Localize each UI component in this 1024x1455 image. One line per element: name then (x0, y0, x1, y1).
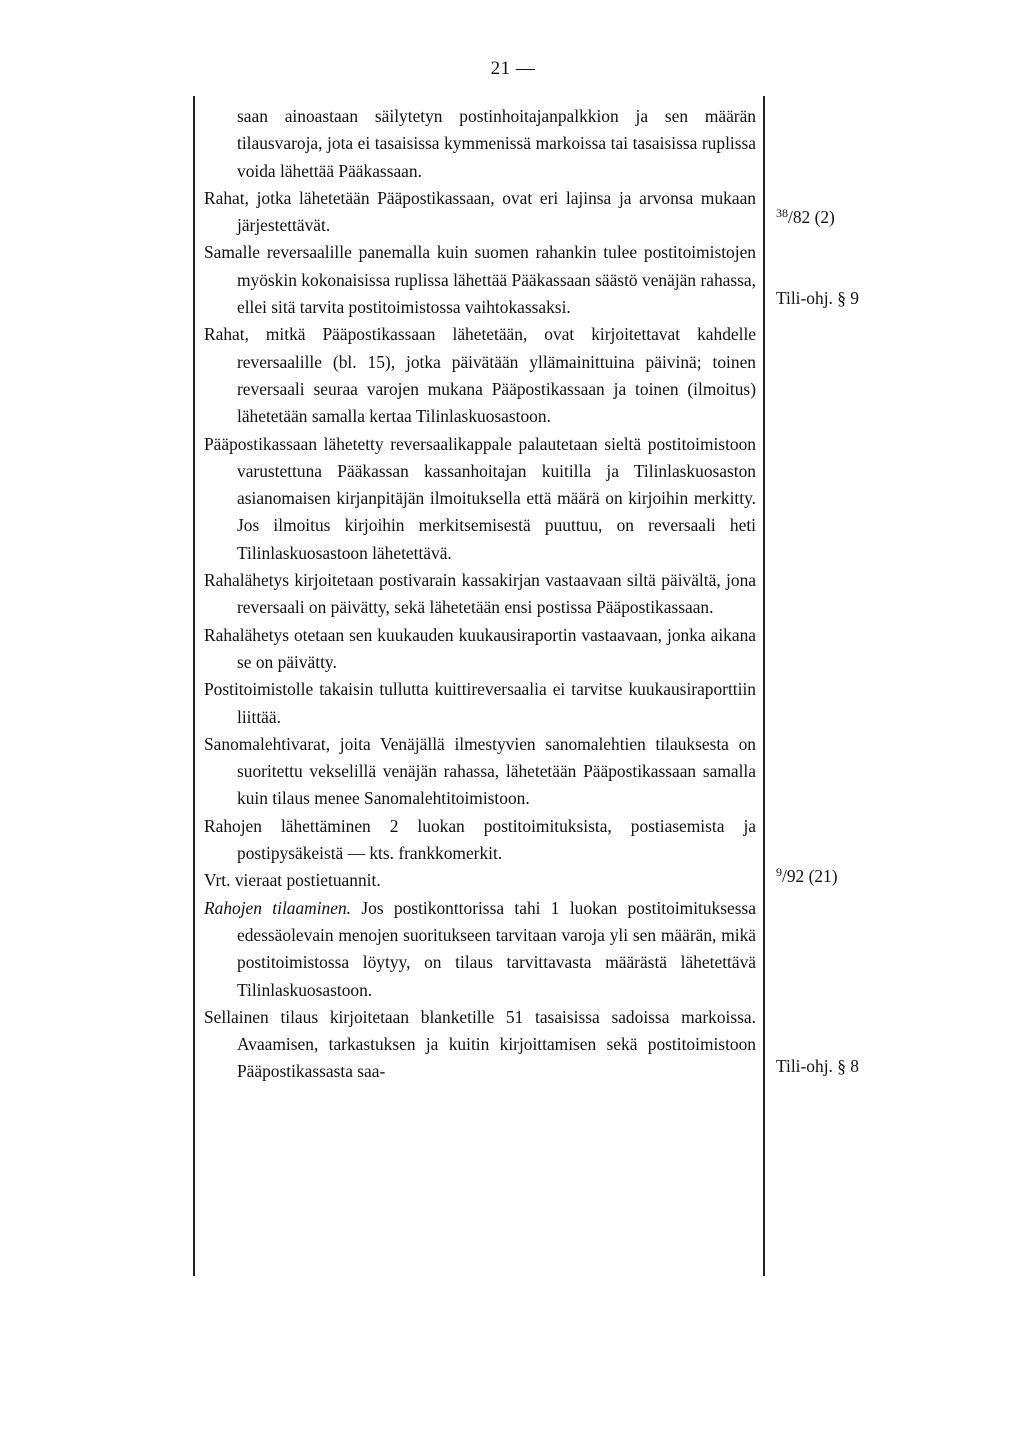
paragraph: Sellainen tilaus kirjoitetaan blanketille 51 tasaisissa sadoissa markoissa. Avaamisen, tarkastuksen ja kuitin kirjoittamisen sekä postitoimistoon Pääpostikassasta saa- (204, 1006, 756, 1082)
paragraph: Postitoimistolle takaisin tullutta kuittireversaalia ei tarvitse kuukausiraporttiin liittää. (204, 679, 756, 727)
paragraph-rahojen-tilaaminen (204, 895, 756, 1004)
paragraph: Samalle reversaalille panemalla kuin suomen rahankin tulee postitoimistojen myöskin kokonaisissa ruplissa lähettää Pääkassaan säästö venäjän rahassa, ellei sitä tarvita postitoimistossa vaihtokassaksi. (204, 242, 756, 318)
right-column-rule (763, 96, 765, 1276)
margin-note-text: /92 (21) (782, 866, 838, 886)
margin-note-sup: 9 (776, 865, 782, 879)
paragraph: Vrt. vieraat postietuannit. (204, 870, 381, 891)
paragraph: saan ainoastaan säilytetyn postinhoitajanpalkkion ja sen määrän tilausvaroja, jota ei tasaisissa kymmenissä markoissa tai tasaisissa ruplissa voida lähettää Pääkassaan. (237, 106, 756, 181)
paragraph: Rahojen lähettäminen 2 luokan postitoimituksista, postiasemista ja postipysäkeistä — kts. frankkomerkit. (204, 815, 756, 864)
margin-note-sup: 38 (776, 206, 788, 220)
paragraph-text: Jos postikonttorissa tahi 1 luokan postitoimituksessa edessäolevain menojen suoritukseen tarvitaan varoja yli sen määrän, mikä postitoimistossa löytyy, on tilaus tarvittavasta määrästä lähetettävä Tilinlaskuosastoon. (237, 897, 756, 1000)
paragraph: Rahat, jotka lähetetään Pääpostikassaan, ovat eri lajinsa ja arvonsa mukaan järjestettävät. (204, 187, 756, 236)
body-text (204, 103, 756, 1086)
paragraph: Rahalähetys kirjoitetaan postivarain kassakirjan vastaavaan siltä päivältä, jona reversaali on päivätty, sekä lähetetään ensi postissa Pääpostikassaan. (204, 570, 756, 618)
paragraph: Rahat, mitkä Pääpostikassaan lähetetään, ovat kirjoitettavat kahdelle reversaalille (bl. 15), jotka päivätään yllämainittuina päivinä; toinen reversaali seuraa varojen mukana Pääpostikassaan ja toinen (ilmoitus) lähetetään samalla kertaa Tilinlaskuosastoon. (204, 324, 756, 427)
paragraph: Rahalähetys otetaan sen kuukauden kuukausiraportin vastaavaan, jonka aikana se on päivätty. (204, 624, 756, 672)
page-number: 21 — (490, 58, 536, 79)
margin-note-reference (776, 206, 835, 228)
paragraph: Sanomalehtivarat, joita Venäjällä ilmestyvien sanomalehtien tilauksesta on suoritettu vekselillä venäjän rahassa, lähetetään Pääpostikassaan samalla kuin tilaus menee Sanomalehtitoimistoon. (204, 733, 756, 809)
section-heading: Rahojen tilaaminen. (204, 897, 352, 918)
paragraph: Pääpostikassaan lähetetty reversaalikappale palautetaan sieltä postitoimistoon varustettuna Pääkassan kassanhoitajan kuitilla ja Tilinlaskuosaston asianomaisen kirjanpitäjän ilmoituksella että määrä on kirjoihin merkitty. Jos ilmoitus kirjoihin merkitsemisestä puuttuu, on reversaali heti Tilinlaskuosastoon lähetettävä. (204, 433, 756, 563)
left-column-rule (193, 96, 195, 1276)
margin-note-reference (776, 865, 838, 887)
margin-note-tili-ohj: Tili-ohj. § 9 (776, 288, 859, 308)
margin-note-tili-ohj: Tili-ohj. § 8 (776, 1056, 859, 1076)
margin-note-text: /82 (2) (788, 207, 835, 227)
